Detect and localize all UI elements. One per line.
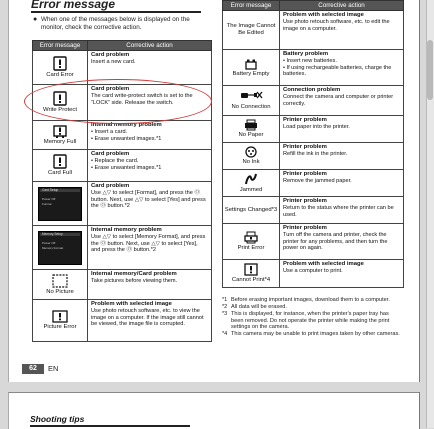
cannot-print-icon [244, 263, 258, 276]
table-row [33, 270, 212, 300]
print-error-icon [244, 231, 258, 244]
row-title: Internal memory problem [91, 227, 162, 233]
row-label: Card Full [48, 170, 72, 176]
row-text: • Replace the card. [91, 158, 139, 164]
footnote-mark: *4 [222, 331, 228, 338]
table-row [223, 224, 404, 260]
card-error-icon [53, 56, 67, 71]
page-number: 62 [22, 364, 44, 374]
row-label: Cannot Print*4 [231, 277, 271, 283]
row-label: Memory Full [43, 138, 77, 145]
row-text: Use △▽ to select [Memory Format], and press the Ⓞ button. Next, use △▽ to select [Yes], and press the Ⓞ button.*2 [91, 234, 206, 254]
row-text: • Erase unwanted images.*1 [91, 135, 162, 142]
row-label: No Paper [238, 132, 264, 138]
screen-title: Memory Setup [42, 231, 63, 236]
row-title: Battery problem [283, 51, 329, 57]
row-text: Turn off the camera and printer, check the printer for any problems, and then turn the power on again. [283, 232, 388, 252]
table-row [223, 143, 404, 170]
screen-line: Format [42, 201, 52, 206]
footnote-mark: *3 [222, 311, 228, 318]
card-setup-screen-thumbnail [38, 187, 82, 221]
battery-empty-icon [244, 58, 258, 70]
row-label: Battery Empty [232, 70, 270, 77]
row-title: Card problem [91, 52, 130, 58]
row-text: Insert a new card. [91, 59, 136, 65]
screen-line: Memory Format [42, 245, 64, 250]
footnote-text: This is displayed, for instance, when the printer's paper tray has been removed. Do not operate the printer while making the print settings on the camera. [231, 311, 390, 331]
footnote [222, 297, 402, 304]
intro-body: When one of the messages below is displayed on the monitor, check the corrective action. [41, 16, 190, 31]
row-label: Settings Changed*3 [224, 206, 278, 213]
table-row [223, 197, 404, 224]
row-title: Connection problem [283, 87, 341, 93]
row-label: The Image Cannot Be Edited [226, 23, 276, 36]
row-title: Card problem [91, 151, 130, 157]
row-title: Printer problem [283, 144, 327, 150]
table-row [33, 182, 212, 226]
row-title: Card problem [91, 86, 130, 92]
no-connection-icon [239, 91, 263, 103]
row-title: Printer problem [283, 198, 327, 204]
screen-title: Card Setup [42, 187, 59, 192]
col-header-message: Error message [33, 41, 88, 51]
footnote-mark: *1 [222, 297, 228, 303]
row-title: Problem with selected image [283, 261, 364, 267]
footnote-mark: *2 [222, 304, 228, 311]
no-paper-icon [244, 119, 258, 131]
row-label: No Connection [231, 103, 271, 110]
section-rule [30, 425, 190, 427]
footnote [222, 311, 402, 331]
intro-text [33, 16, 211, 31]
row-text: Take pictures before viewing them. [91, 278, 178, 284]
row-text: • If using rechargeable batteries, charge the batteries. [283, 64, 392, 78]
row-label: Picture Error [43, 324, 77, 330]
row-text: Use photo retouch software, etc. to edit the image on a computer. [283, 19, 390, 32]
row-text: The card write-protect switch is set to the “LOCK” side. Release the switch. [91, 93, 193, 106]
no-ink-icon [244, 146, 258, 158]
no-picture-icon [52, 274, 68, 288]
footnote-text: This camera may be unable to print images taken by other cameras. [231, 331, 400, 338]
memory-full-icon [53, 125, 67, 138]
row-title: Printer problem [283, 225, 327, 231]
table-row [33, 150, 212, 182]
footnote [222, 304, 402, 311]
table-row [223, 50, 404, 86]
row-title: Problem with selected image [283, 12, 364, 18]
table-row [223, 11, 404, 50]
table-row [33, 226, 212, 270]
table-row [33, 121, 212, 150]
row-title: Internal memory problem [91, 122, 162, 128]
row-title: Internal memory/Card problem [91, 271, 177, 277]
table-row [33, 300, 212, 342]
right-error-table [222, 0, 404, 288]
card-full-icon [53, 154, 67, 169]
footnote-text: Before erasing important images, download them to a computer. [231, 297, 390, 303]
row-text: Remove the jammed paper. [283, 178, 352, 184]
footnote [222, 331, 402, 338]
row-text: • Insert a card. [91, 129, 128, 135]
footnote-text: All data will be erased. [231, 304, 287, 311]
row-label: Jammed [239, 187, 263, 193]
memory-setup-screen-thumbnail [38, 231, 82, 265]
col-header-action: Corrective action [280, 1, 404, 11]
bullet-icon: ● [33, 16, 38, 23]
screen-line: Power Off [42, 196, 56, 201]
row-label: Print Error [237, 245, 265, 251]
row-title: Card problem [91, 183, 130, 189]
row-title: Problem with selected image [91, 301, 172, 307]
write-protect-highlight-oval [24, 79, 212, 124]
row-text: Load paper into the printer. [283, 124, 350, 130]
footnotes [222, 297, 402, 339]
row-text: Connect the camera and computer or printer correctly. [283, 94, 394, 107]
table-row [223, 86, 404, 116]
next-section-title: Shooting tips [30, 414, 85, 424]
table-row [223, 260, 404, 288]
page-language: EN [48, 364, 59, 373]
table-row [223, 170, 404, 197]
row-label: No Ink [242, 159, 260, 165]
row-text: • Insert new batteries. [283, 58, 337, 64]
row-text: Refill the ink in the printer. [283, 151, 348, 157]
row-title: Printer problem [283, 117, 327, 123]
row-title: Printer problem [283, 171, 327, 177]
row-label: No Picture [46, 288, 74, 295]
row-text: Use photo retouch software, etc. to view the image on a computer. If the image still cannot be viewed, the image file is corrupted. [91, 308, 204, 328]
row-text: Use a computer to print. [283, 268, 343, 274]
row-text: Use △▽ to select [Format], and press the Ⓞ button. Next, use △▽ to select [Yes] and press the Ⓞ button.*2 [91, 190, 206, 210]
col-header-message: Error message [223, 1, 280, 11]
row-text: • Erase unwanted images.*1 [91, 164, 162, 171]
row-text: Return to the status where the printer can be used. [283, 205, 394, 218]
row-label: Card Error [46, 72, 74, 78]
screen-line: Power Off [42, 240, 56, 245]
col-header-action: Corrective action [88, 41, 212, 51]
table-row [223, 116, 404, 143]
section-title: Error message [31, 0, 201, 13]
jammed-icon [244, 172, 258, 186]
row-label: Write Protect [43, 107, 77, 113]
scrollbar-thumb[interactable] [427, 40, 433, 100]
picture-error-icon [52, 310, 68, 323]
